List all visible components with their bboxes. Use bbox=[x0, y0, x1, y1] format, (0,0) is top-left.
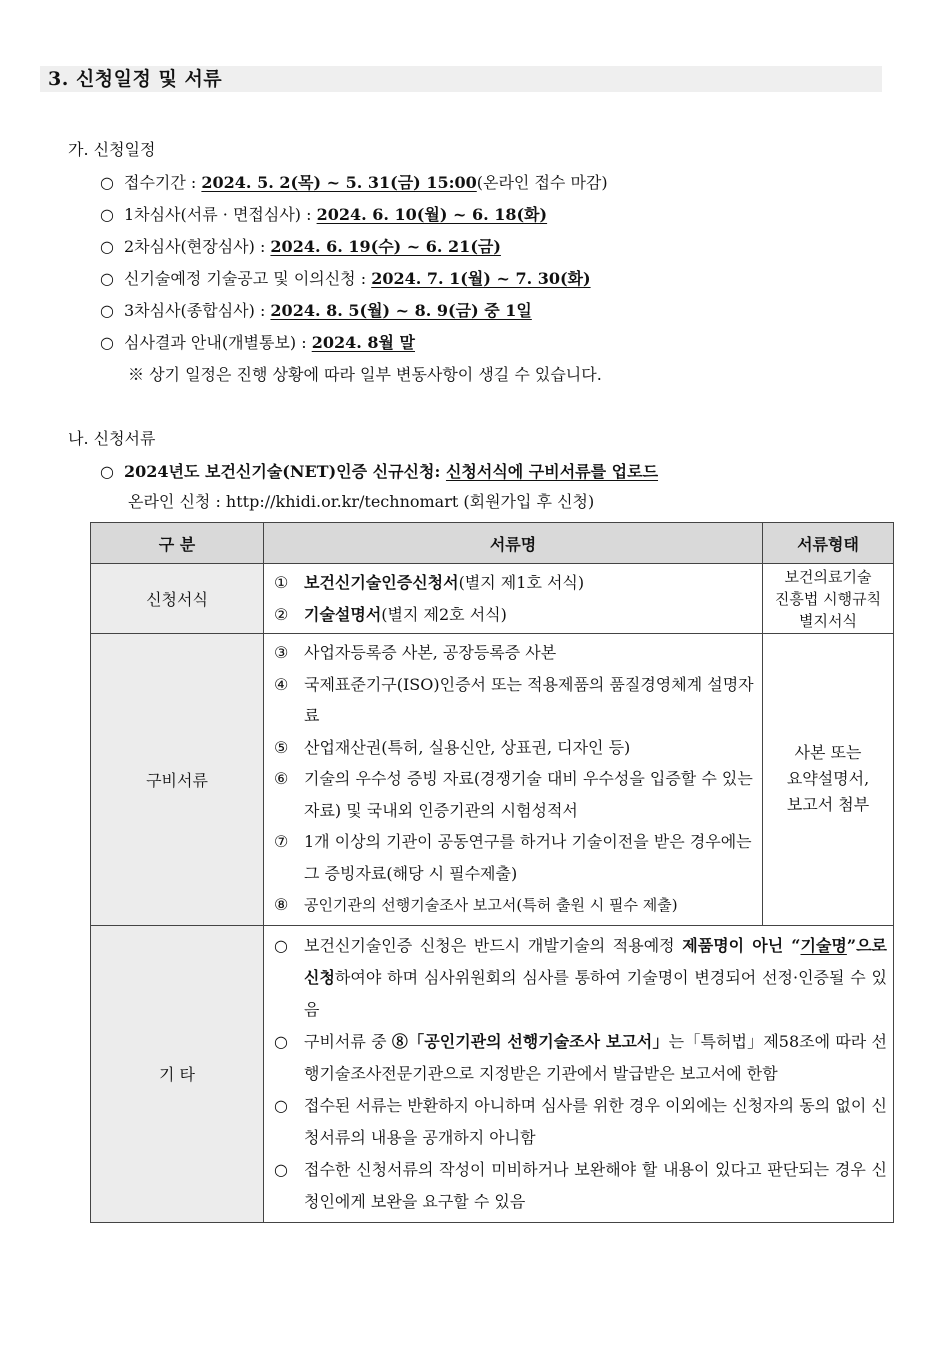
bullet-icon: ○ bbox=[100, 205, 114, 224]
list-item: ○ 보건신기술인증 신청은 반드시 개발기술의 적용예정 제품명이 아닌 “기술명”으로 신청하여야 하며 심사위원회의 심사를 통하여 기술명이 변경되어 선정·인증될 수 있음 bbox=[274, 930, 887, 1026]
list-item: ○ 접수한 신청서류의 작성이 미비하거나 보완해야 할 내용이 있다고 판단되는 경우 신청인에게 보완을 요구할 수 있음 bbox=[274, 1154, 887, 1218]
table-row-other bbox=[91, 925, 894, 1222]
schedule-date: 2024. 5. 2(목) ~ 5. 31(금) 15:00 bbox=[201, 173, 477, 192]
documents-title: 나. 신청서류 bbox=[68, 429, 156, 448]
document-list bbox=[264, 634, 763, 926]
document-list bbox=[264, 564, 763, 634]
schedule-title: 가. 신청일정 bbox=[68, 140, 156, 159]
schedule-date: 2024. 6. 10(월) ~ 6. 18(화) bbox=[316, 205, 548, 224]
schedule-date: 2024. 6. 19(수) ~ 6. 21(금) bbox=[270, 237, 501, 256]
bullet-icon: ○ bbox=[274, 935, 288, 955]
schedule-item-announcement: ○ 신기술예정 기술공고 및 이의신청 : 2024. 7. 1(월) ~ 7. 30(화) bbox=[100, 269, 591, 288]
list-item: ○ 구비서류 중 ⑧「공인기관의 선행기술조사 보고서」는「특허법」제58조에 따라 선행기술조사전문기관으로 지정받은 기관에서 발급받은 보고서에 한함 bbox=[274, 1026, 887, 1090]
list-item: ① 보건신기술인증신청서(별지 제1호 서식) bbox=[274, 573, 585, 592]
bullet-icon: ○ bbox=[100, 269, 114, 288]
list-item: ③ 사업자등록증 사본, 공장등록증 사본 bbox=[274, 643, 557, 662]
header-document-type: 서류형태 bbox=[763, 523, 894, 564]
bullet-icon: ○ bbox=[100, 173, 114, 192]
online-application-info: 온라인 신청 : http://khidi.or.kr/technomart (회원가입 후 신청) bbox=[128, 492, 595, 511]
other-notes bbox=[264, 925, 894, 1222]
table-row-supporting-documents bbox=[91, 634, 894, 926]
bullet-icon: ○ bbox=[100, 333, 114, 352]
bullet-icon: ○ bbox=[100, 301, 114, 320]
schedule-item-result: ○ 심사결과 안내(개별통보) : 2024. 8월 말 bbox=[100, 333, 415, 352]
schedule-item-first-review: ○ 1차심사(서류 · 면접심사) : 2024. 6. 10(월) ~ 6. 18(화) bbox=[100, 205, 548, 224]
row-label: 기 타 bbox=[91, 925, 264, 1222]
document-type: 보건의료기술 진흥법 시행규칙 별지서식 bbox=[763, 564, 894, 634]
schedule-item-third-review: ○ 3차심사(종합심사) : 2024. 8. 5(월) ~ 8. 9(금) 중 1일 bbox=[100, 301, 532, 320]
schedule-date: 2024. 8월 말 bbox=[311, 333, 415, 352]
list-item: ② 기술설명서(별지 제2호 서식) bbox=[274, 604, 507, 624]
table-row-application-form bbox=[91, 564, 894, 634]
schedule-date: 2024. 8. 5(월) ~ 8. 9(금) 중 1일 bbox=[270, 301, 532, 320]
row-label: 구비서류 bbox=[91, 634, 264, 926]
schedule-item-second-review: ○ 2차심사(현장심사) : 2024. 6. 19(수) ~ 6. 21(금) bbox=[100, 237, 501, 256]
documents-intro: ○ 2024년도 보건신기술(NET)인증 신규신청: 신청서식에 구비서류를 업로드 bbox=[100, 462, 659, 481]
table-header-row bbox=[91, 523, 894, 564]
section-heading: 3. 신청일정 및 서류 bbox=[48, 68, 223, 90]
schedule-note: ※ 상기 일정은 진행 상황에 따라 일부 변동사항이 생길 수 있습니다. bbox=[128, 365, 602, 384]
header-category: 구 분 bbox=[91, 523, 264, 564]
bullet-icon: ○ bbox=[100, 462, 114, 481]
list-item: ⑤ 산업재산권(특허, 실용신안, 상표권, 디자인 등) bbox=[274, 737, 631, 757]
bullet-icon: ○ bbox=[274, 1159, 288, 1179]
bullet-icon: ○ bbox=[274, 1031, 288, 1051]
schedule-date: 2024. 7. 1(월) ~ 7. 30(화) bbox=[371, 269, 591, 288]
list-item: ⑧ 공인기관의 선행기술조사 보고서(특허 출원 시 필수 제출) bbox=[274, 895, 678, 914]
list-item: ⑥ 기술의 우수성 증빙 자료(경쟁기술 대비 우수성을 입증할 수 있는 자료) 및 국내외 인증기관의 시험성적서 bbox=[274, 769, 753, 820]
schedule-item-reception: ○ 접수기간 : 2024. 5. 2(목) ~ 5. 31(금) 15:00(온라인 접수 마감) bbox=[100, 173, 608, 192]
documents-table bbox=[90, 522, 894, 1223]
bullet-icon: ○ bbox=[274, 1095, 288, 1115]
list-item: ④ 국제표준기구(ISO)인증서 또는 적용제품의 품질경영체계 설명자료 bbox=[274, 674, 754, 725]
row-label: 신청서식 bbox=[91, 564, 264, 634]
list-item: ○ 접수된 서류는 반환하지 아니하며 심사를 위한 경우 이외에는 신청자의 동의 없이 신청서류의 내용을 공개하지 아니함 bbox=[274, 1090, 887, 1154]
list-item: ⑦ 1개 이상의 기관이 공동연구를 하거나 기술이전을 받은 경우에는 그 증빙자료(해당 시 필수제출) bbox=[274, 832, 752, 883]
bullet-icon: ○ bbox=[100, 237, 114, 256]
header-document-name: 서류명 bbox=[264, 523, 763, 564]
document-type: 사본 또는 요약설명서, 보고서 첨부 bbox=[763, 634, 894, 926]
